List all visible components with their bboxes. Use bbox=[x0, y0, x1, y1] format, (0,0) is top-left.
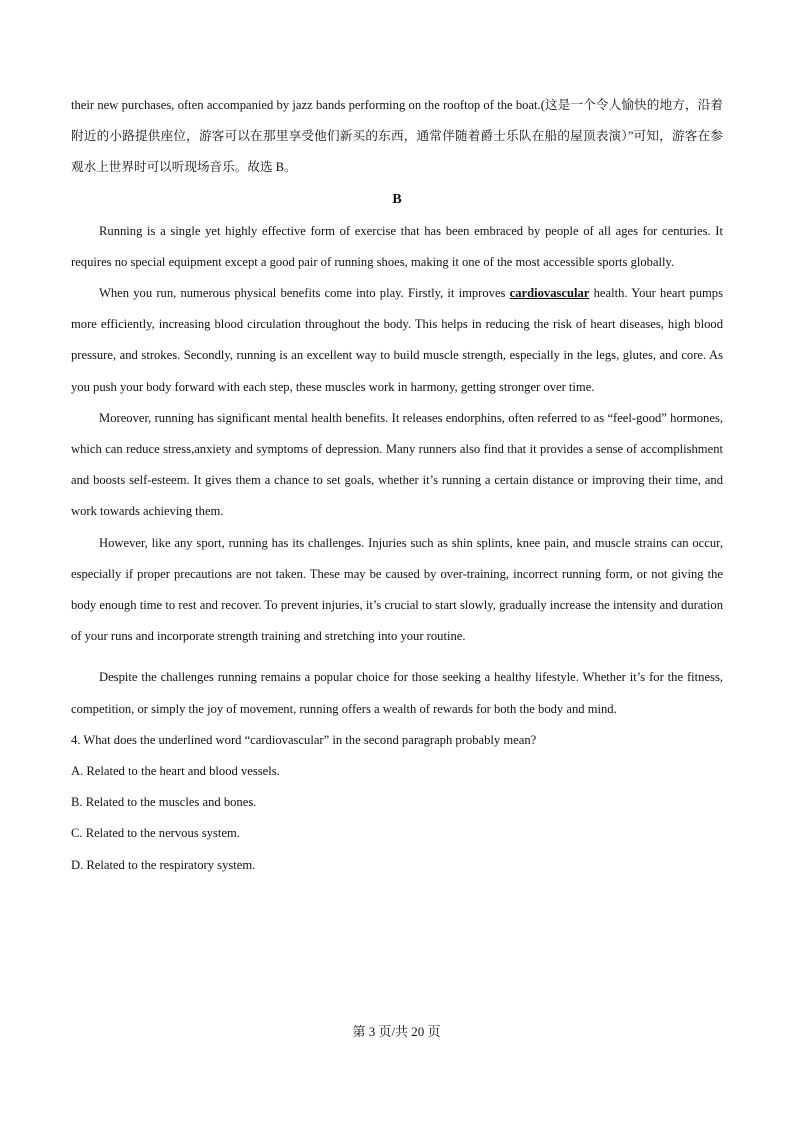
passage-paragraph-4: However, like any sport, running has its challenges. Injuries such as shin splints, knee pain, and muscle strains can occur, especially if proper precautions are not taken. These may be caused by over-training, incorrect running form, or not giving the body enough time to rest and recover. To prevent injuries, it’s crucial to start slowly, gradually increase the intensity and duration of your runs and incorporate strength training and stretching into your routine. bbox=[71, 535, 723, 644]
question-stem: 4. What does the underlined word “cardiovascular” in the second paragraph probably mean? bbox=[71, 732, 537, 747]
answer-options bbox=[71, 756, 723, 881]
carryover-explanation: their new purchases, often accompanied by jazz bands performing on the rooftop of the boat.(这是一个令人愉快的地方，沿着附近的小路提供座位，游客可以在那里享受他们新买的东西，通常伴随着爵士乐队在船的屋顶表演）”可知，游客在参观水上世界时可以听现场音乐。故选 B。 bbox=[71, 98, 723, 175]
passage-paragraph-2 bbox=[71, 278, 723, 403]
passage-paragraph-3: Moreover, running has significant mental health benefits. It releases endorphins, often referred to as “feel-good” hormones, which can reduce stress,anxiety and symptoms of depression. Many runners also find that it provides a sense of accomplishment and boosts self-esteem. It gives them a chance to set goals, whether it’s running a certain distance or improving their time, and work towards achieving them. bbox=[71, 410, 723, 519]
passage-paragraph-5: Despite the challenges running remains a popular choice for those seeking a healthy lifestyle. Whether it’s for the fitness, competition, or simply the joy of movement, running offers a wealth of rewards for both the body and mind. bbox=[71, 670, 723, 716]
page-content bbox=[71, 90, 723, 881]
option-b: B. Related to the muscles and bones. bbox=[71, 795, 257, 810]
option-c: C. Related to the nervous system. bbox=[71, 826, 240, 841]
paragraph-gap bbox=[71, 652, 723, 662]
section-label: B bbox=[392, 191, 402, 207]
paragraph-2-lead: When you run, numerous physical benefits come into play. Firstly, it improves bbox=[99, 286, 510, 301]
passage-paragraph-1: Running is a single yet highly effective form of exercise that has been embraced by people of all ages for centuries. It requires no special equipment except a good pair of running shoes, making it one of the most accessible sports globally. bbox=[71, 223, 723, 269]
underlined-keyword: cardiovascular bbox=[509, 286, 590, 301]
option-a: A. Related to the heart and blood vessels. bbox=[71, 764, 280, 779]
page-number-footer: 第 3 页/共 20 页 bbox=[352, 1024, 441, 1039]
option-d: D. Related to the respiratory system. bbox=[71, 857, 256, 872]
paragraph-2-rest: health. Your heart pumps more efficiently, increasing blood circulation throughout the body. This helps in reducing the risk of heart diseases, high blood pressure, and strokes. Secondly, running is an excellent way to build muscle strength, especially in the legs, glutes, and core. As you push your body forward with each step, these muscles work in harmony, getting stronger over time. bbox=[71, 286, 723, 394]
